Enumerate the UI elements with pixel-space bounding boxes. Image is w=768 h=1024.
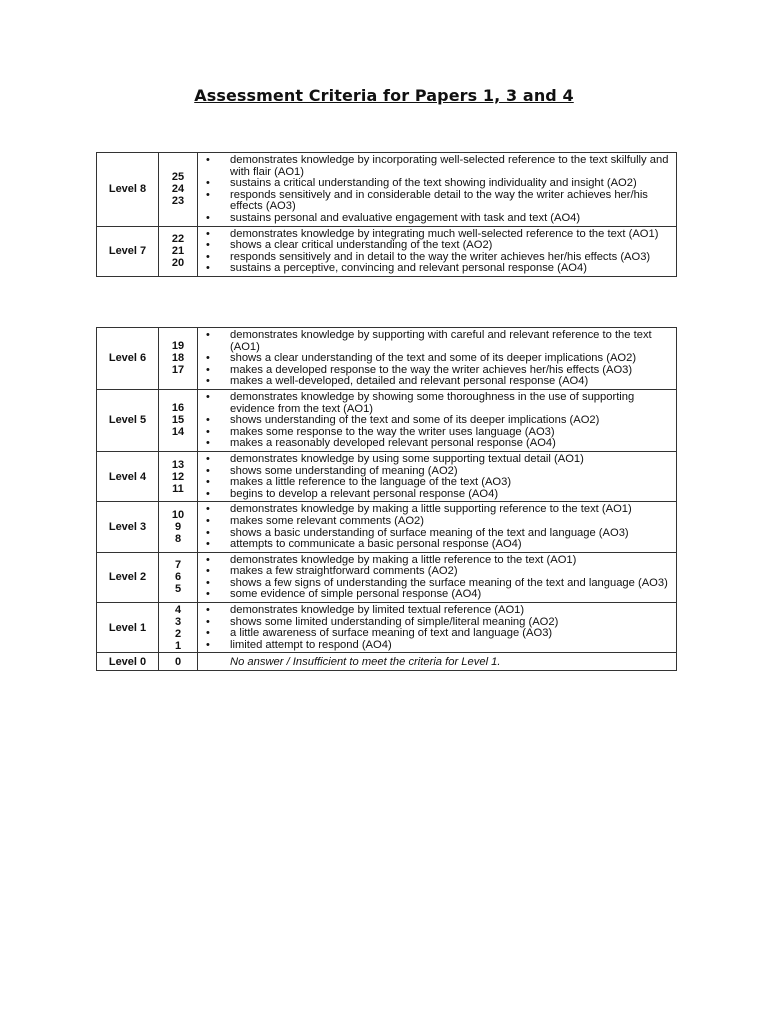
criterion-item: • sustains a critical understanding of the text showing individuality and insight (AO2)	[206, 178, 670, 190]
mark-value: 17	[171, 364, 185, 377]
criterion-item: • attempts to communicate a basic personal response (AO4)	[206, 539, 670, 551]
level-label: Level 1	[97, 603, 159, 653]
page-title: Assessment Criteria for Papers 1, 3 and 4	[194, 86, 574, 105]
criteria-cell	[198, 603, 677, 653]
mark-value: 4	[174, 603, 182, 616]
criteria-cell	[198, 389, 677, 451]
marks-cell	[159, 451, 198, 501]
criteria-cell	[198, 502, 677, 552]
criterion-item: • a little awareness of surface meaning of text and language (AO3)	[206, 628, 670, 640]
criteria-cell	[198, 552, 677, 602]
marks-cell	[159, 153, 198, 227]
criteria-list	[206, 330, 670, 388]
mark-value: 25	[171, 171, 185, 184]
level-row	[97, 226, 677, 276]
criterion-item: • shows a clear understanding of the text and some of its deeper implications (AO2)	[206, 353, 670, 365]
criterion-item: • makes a little reference to the language of the text (AO3)	[206, 477, 670, 489]
mark-value: 14	[171, 426, 185, 439]
mark-value: 20	[171, 257, 185, 270]
criterion-item: • makes a well-developed, detailed and relevant personal response (AO4)	[206, 376, 670, 388]
mark-value: 0	[159, 653, 198, 671]
criteria-cell	[198, 328, 677, 390]
criterion-item: • makes some response to the way the writer uses language (AO3)	[206, 427, 670, 439]
criterion-item: • shows some limited understanding of simple/literal meaning (AO2)	[206, 617, 670, 629]
criterion-item: • responds sensitively and in considerable detail to the way the writer achieves her/his effects (AO3)	[206, 190, 670, 213]
criterion-item: • responds sensitively and in detail to the way the writer achieves her/his effects (AO3)	[206, 252, 670, 264]
criteria-cell	[198, 226, 677, 276]
level-label: Level 6	[97, 328, 159, 390]
level-row	[97, 603, 677, 653]
criteria-list	[206, 454, 670, 500]
level-label: Level 0	[97, 653, 159, 671]
criterion-item: • demonstrates knowledge by incorporating well-selected reference to the text skilfully and with flair (AO1)	[206, 155, 670, 178]
level-label: Level 8	[97, 153, 159, 227]
marks-cell	[159, 328, 198, 390]
criterion-item: • demonstrates knowledge by using some supporting textual detail (AO1)	[206, 454, 670, 466]
criteria-list	[206, 392, 670, 450]
criterion-item: • demonstrates knowledge by limited textual reference (AO1)	[206, 605, 670, 617]
marks-cell	[159, 389, 198, 451]
criterion-item: • demonstrates knowledge by supporting with careful and relevant reference to the text (AO1)	[206, 330, 670, 353]
level-0-row	[97, 653, 677, 671]
mark-value: 19	[171, 340, 185, 353]
criterion-item: • shows some understanding of meaning (AO2)	[206, 466, 670, 478]
mark-value: 3	[174, 615, 182, 628]
mark-value: 11	[172, 482, 184, 495]
marks-cell	[159, 552, 198, 602]
criterion-item: • some evidence of simple personal response (AO4)	[206, 589, 670, 601]
level-label: Level 3	[97, 502, 159, 552]
level-label: Level 2	[97, 552, 159, 602]
criteria-cell	[198, 451, 677, 501]
mark-value: 23	[171, 195, 185, 208]
criterion-item: • makes a developed response to the way the writer achieves her/his effects (AO3)	[206, 365, 670, 377]
mark-value: 21	[171, 245, 185, 258]
mark-value: 16	[171, 402, 185, 415]
criteria-cell	[198, 653, 677, 671]
criteria-cell	[198, 153, 677, 227]
level-label: Level 7	[97, 226, 159, 276]
mark-value: 6	[174, 571, 182, 584]
criterion-item: • demonstrates knowledge by making a little reference to the text (AO1)	[206, 555, 670, 567]
criterion-item: • shows a few signs of understanding the surface meaning of the text and language (AO3)	[206, 578, 670, 590]
level-label: Level 5	[97, 389, 159, 451]
mark-value: 8	[174, 533, 182, 545]
criterion-item: • demonstrates knowledge by showing some thoroughness in the use of supporting evidence from the text (AO1)	[206, 392, 670, 415]
criterion-item: • shows understanding of the text and some of its deeper implications (AO2)	[206, 415, 670, 427]
mark-value: 22	[171, 233, 185, 246]
marks-cell	[159, 226, 198, 276]
mark-value: 5	[174, 583, 182, 596]
mark-value: 2	[174, 627, 182, 640]
criterion-item: • makes a reasonably developed relevant personal response (AO4)	[206, 438, 670, 450]
criteria-list	[206, 155, 670, 225]
criteria-list	[206, 555, 670, 601]
criterion-item: • shows a clear critical understanding of the text (AO2)	[206, 240, 670, 252]
criteria-table-upper	[96, 152, 677, 277]
criteria-list	[206, 504, 670, 550]
criterion-item: • begins to develop a relevant personal response (AO4)	[206, 489, 670, 501]
marks-cell	[159, 603, 198, 653]
mark-value: 1	[174, 639, 182, 652]
mark-value: 13	[171, 458, 185, 471]
criteria-list	[206, 605, 670, 651]
mark-value: 12	[171, 470, 185, 483]
mark-value: 10	[171, 509, 185, 521]
criterion-item: • demonstrates knowledge by making a little supporting reference to the text (AO1)	[206, 504, 670, 516]
level-label: Level 4	[97, 451, 159, 501]
mark-value: 24	[171, 183, 185, 196]
level-row	[97, 502, 677, 552]
level-row	[97, 451, 677, 501]
level-row	[97, 153, 677, 227]
mark-value: 18	[171, 352, 185, 365]
criterion-item: • sustains a perceptive, convincing and relevant personal response (AO4)	[206, 263, 670, 275]
marks-cell	[159, 502, 198, 552]
criterion-item: • makes a few straightforward comments (AO2)	[206, 566, 670, 578]
level-row	[97, 328, 677, 390]
criterion-item: • limited attempt to respond (AO4)	[206, 640, 670, 652]
mark-value: 9	[174, 521, 182, 533]
criterion-item: • demonstrates knowledge by integrating much well-selected reference to the text (AO1)	[206, 229, 670, 241]
criteria-list	[206, 229, 670, 275]
level-row	[97, 389, 677, 451]
mark-value: 7	[174, 559, 182, 572]
level-row	[97, 552, 677, 602]
criterion-item: • sustains personal and evaluative engagement with task and text (AO4)	[206, 213, 670, 225]
criterion-item: • shows a basic understanding of surface meaning of the text and language (AO3)	[206, 528, 670, 540]
no-answer-text: No answer / Insufficient to meet the criteria for Level 1.	[230, 656, 501, 669]
criterion-item: • makes some relevant comments (AO2)	[206, 516, 670, 528]
criteria-table-lower	[96, 327, 677, 671]
mark-value: 15	[171, 414, 185, 427]
